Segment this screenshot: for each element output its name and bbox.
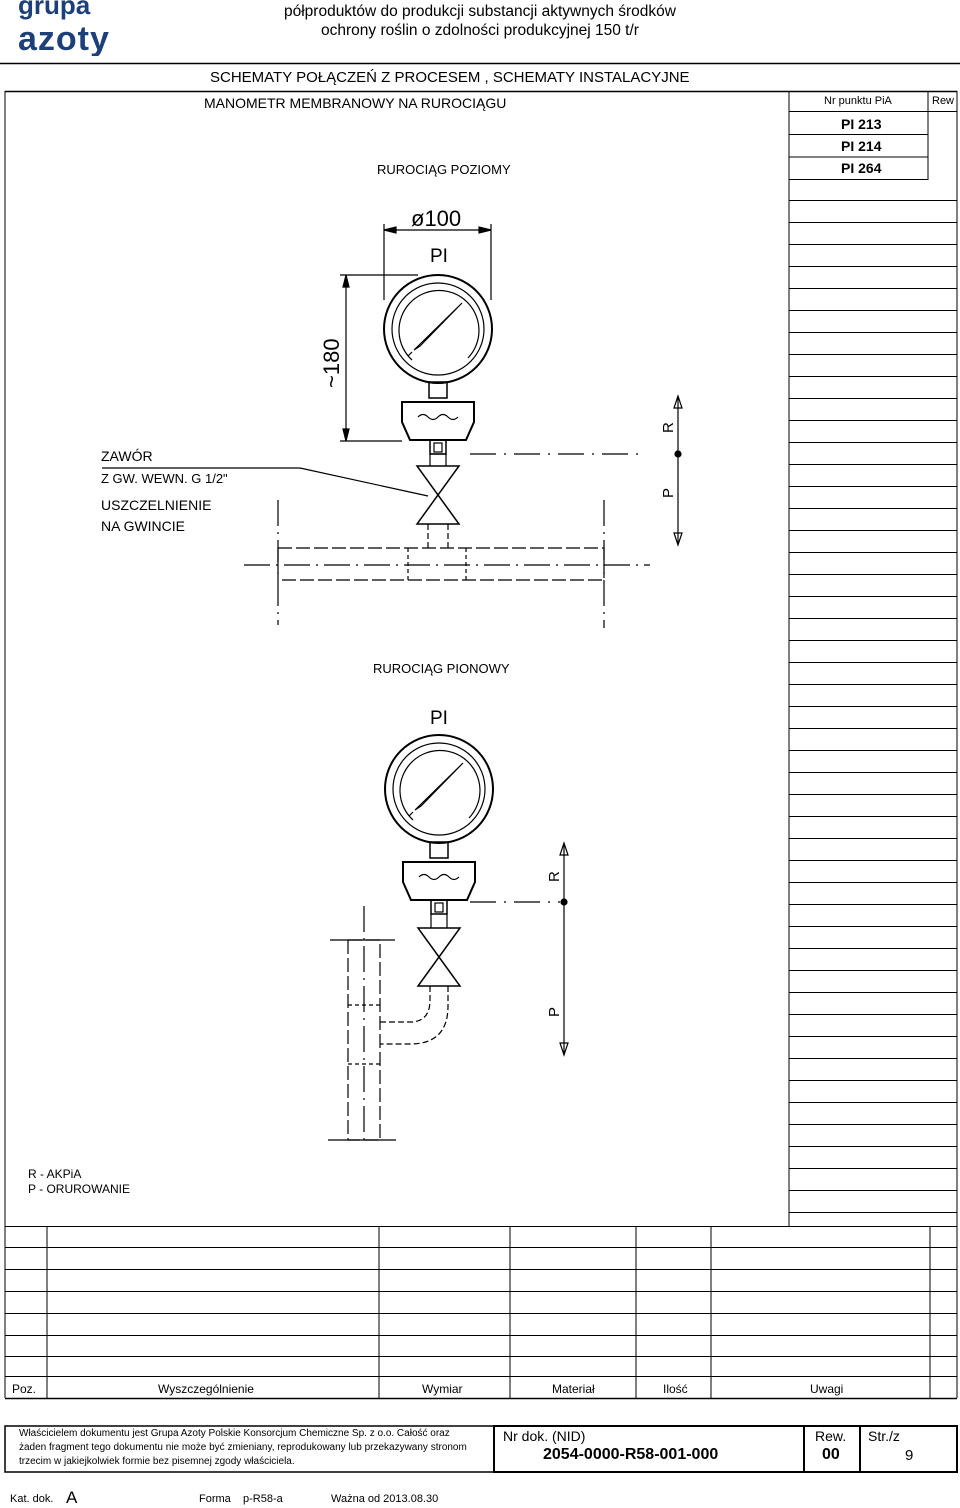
bom-header-qty: Ilość: [663, 1382, 688, 1396]
zone-p-label-2: P: [546, 1006, 563, 1017]
document-title: MANOMETR MEMBRANOWY NA RUROCIĄGU: [204, 95, 507, 111]
vertical-pipe-title: RUROCIĄG PIONOWY: [373, 661, 510, 676]
bom-header-dim: Wymiar: [422, 1382, 463, 1396]
forma-label: Forma: [199, 1493, 231, 1505]
side-table-header-point: Nr punktu PiA: [824, 95, 892, 107]
point-pi-213: PI 213: [841, 116, 882, 132]
height-label: ~180: [319, 338, 344, 388]
side-table-header-rev: Rew: [932, 95, 955, 107]
kat-label: Kat. dok.: [10, 1493, 54, 1505]
logo-line2: azoty: [18, 20, 110, 56]
page-label: Str./z: [868, 1428, 900, 1444]
header-subtitle-1: półproduktów do produkcji substancji aktywnych środków: [283, 3, 676, 20]
logo-line1: grupa: [18, 0, 91, 20]
instrument-tag-2: PI: [430, 708, 448, 729]
vertical-gauge-assembly: [328, 735, 568, 1142]
zone-r-label-1: R: [660, 422, 677, 433]
zone-r-label-2: R: [546, 871, 563, 882]
zone-p-label-1: P: [660, 487, 677, 498]
side-table-rows: [789, 201, 957, 1213]
valve-note-4: NA GWINCIE: [101, 518, 186, 534]
forma-value: p-R58-a: [243, 1493, 283, 1505]
diameter-label: ø100: [411, 206, 462, 231]
valve-note-2: Z GW. WEWN. G 1/2": [101, 471, 228, 486]
section-title: SCHEMATY POŁĄCZEŃ Z PROCESEM , SCHEMATY INSTALACYJNE: [210, 69, 690, 86]
doc-number-label: Nr dok. (NID): [503, 1428, 586, 1444]
horizontal-gauge-assembly: [102, 224, 682, 628]
owner-notice-1: Właścicielem dokumentu jest Grupa Azoty Polskie Konsorcjum Chemiczne Sp. z o.o. Całość oraz: [19, 1428, 450, 1439]
legend-p: P - ORUROWANIE: [28, 1182, 131, 1196]
valve-note-1: ZAWÓR: [101, 448, 153, 464]
doc-number-value: 2054-0000-R58-001-000: [543, 1446, 719, 1463]
valid-from: Ważna od 2013.08.30: [331, 1493, 439, 1505]
owner-notice-3: trzecim w jakiejkolwiek formie bez pisemnej zgody właściciela.: [19, 1456, 295, 1467]
legend-r: R - AKPiA: [28, 1167, 82, 1181]
revision-label: Rew.: [815, 1428, 847, 1444]
owner-notice-2: żaden fragment tego dokumentu nie może być zmieniany, reprodukowany lub przekazywany stronom: [19, 1442, 467, 1453]
bom-header-notes: Uwagi: [810, 1382, 844, 1396]
horizontal-pipe-title: RUROCIĄG POZIOMY: [377, 162, 511, 177]
bom-header-desc: Wyszczególnienie: [158, 1382, 254, 1396]
instrument-tag-1: PI: [430, 246, 448, 267]
revision-value: 00: [822, 1446, 840, 1463]
header-subtitle-2: ochrony roślin o zdolności produkcyjnej 150 t/r: [321, 22, 639, 39]
page-value: 9: [905, 1447, 914, 1464]
valve-note-3: USZCZELNIENIE: [101, 497, 212, 513]
bom-header-material: Materiał: [552, 1382, 595, 1396]
point-pi-214: PI 214: [841, 138, 882, 154]
bom-header-pos: Poz.: [12, 1382, 37, 1396]
bom-table: [5, 1226, 957, 1399]
title-block: [5, 1426, 957, 1472]
point-pi-264: PI 264: [841, 160, 882, 176]
kat-value: A: [66, 1488, 78, 1507]
